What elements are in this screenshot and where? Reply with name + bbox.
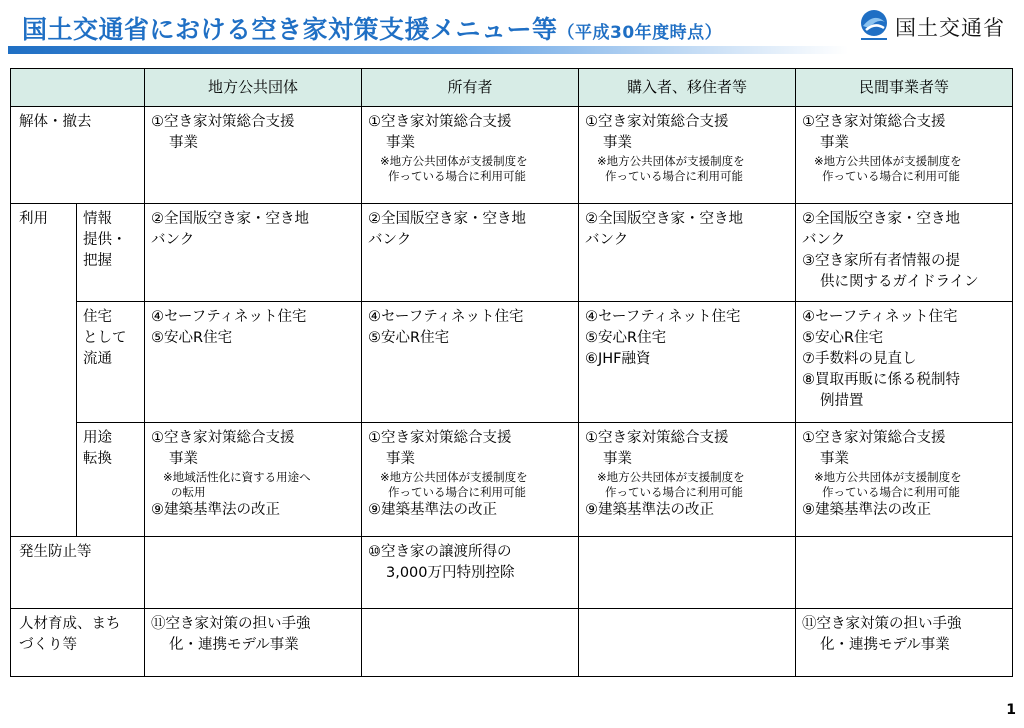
table-cell bbox=[579, 537, 796, 609]
table-cell: ⑪空き家対策の担い手強 化・連携モデル事業 bbox=[796, 609, 1013, 677]
table-cell bbox=[796, 537, 1013, 609]
page-title: 国土交通省における空き家対策支援メニュー等（平成30年度時点） bbox=[22, 15, 723, 44]
table-cell: ②全国版空き家・空き地 バンク bbox=[145, 204, 362, 302]
table-cell bbox=[145, 537, 362, 609]
support-menu-table bbox=[10, 68, 1013, 677]
row-sublabel: 情報 提供・ 把握 bbox=[77, 204, 145, 302]
table-cell: ②全国版空き家・空き地 バンク ③空き家所有者情報の提 供に関するガイドライン bbox=[796, 204, 1013, 302]
table-cell: ④セーフティネット住宅 ⑤安心R住宅 ⑦手数料の見直し ⑧買取再販に係る税制特 例措置 bbox=[796, 302, 1013, 423]
table-cell: ②全国版空き家・空き地 バンク bbox=[579, 204, 796, 302]
header-corner-cell bbox=[11, 69, 145, 107]
table-cell: ④セーフティネット住宅 ⑤安心R住宅 bbox=[145, 302, 362, 423]
row-sublabel: 住宅 として 流通 bbox=[77, 302, 145, 423]
table-cell: ②全国版空き家・空き地 バンク bbox=[362, 204, 579, 302]
table-cell: ⑩空き家の譲渡所得の 3,000万円特別控除 bbox=[362, 537, 579, 609]
table-header-row bbox=[11, 69, 1013, 107]
table-cell: ④セーフティネット住宅 ⑤安心R住宅 bbox=[362, 302, 579, 423]
page-subtitle: （平成30年度時点） bbox=[557, 23, 723, 43]
logo-text: 国土交通省 bbox=[895, 16, 1005, 40]
table-cell: ①空き家対策総合支援 事業 ※地方公共団体が支援制度を 作っている場合に利用可能 bbox=[796, 107, 1013, 204]
title-underline bbox=[8, 46, 848, 54]
header bbox=[0, 0, 1024, 58]
table-cell: ①空き家対策総合支援 事業 ※地方公共団体が支援制度を 作っている場合に利用可能 bbox=[579, 107, 796, 204]
table-cell bbox=[362, 609, 579, 677]
row-label: 発生防止等 bbox=[11, 537, 145, 609]
table-row bbox=[11, 537, 1013, 609]
table-cell: ①空き家対策総合支援 事業 ※地域活性化に資する用途へ の転用 ⑨建築基準法の改正 bbox=[145, 423, 362, 537]
table-row bbox=[11, 107, 1013, 204]
table-row bbox=[11, 302, 1013, 423]
table-row bbox=[11, 609, 1013, 677]
row-label: 人材育成、まち づくり等 bbox=[11, 609, 145, 677]
row-sublabel: 用途 転換 bbox=[77, 423, 145, 537]
table-cell bbox=[579, 609, 796, 677]
row-group-label: 利用 bbox=[11, 204, 77, 537]
mlit-logo-icon bbox=[857, 8, 891, 42]
column-header: 民間事業者等 bbox=[796, 69, 1013, 107]
table-cell: ①空き家対策総合支援 事業 ※地方公共団体が支援制度を 作っている場合に利用可能 ⑨建築基準法の改正 bbox=[796, 423, 1013, 537]
table-cell: ①空き家対策総合支援 事業 ※地方公共団体が支援制度を 作っている場合に利用可能 ⑨建築基準法の改正 bbox=[579, 423, 796, 537]
table-cell: ④セーフティネット住宅 ⑤安心R住宅 ⑥JHF融資 bbox=[579, 302, 796, 423]
row-label: 解体・撤去 bbox=[11, 107, 145, 204]
table-row bbox=[11, 204, 1013, 302]
column-header: 購入者、移住者等 bbox=[579, 69, 796, 107]
table-cell: ①空き家対策総合支援 事業 ※地方公共団体が支援制度を 作っている場合に利用可能 ⑨建築基準法の改正 bbox=[362, 423, 579, 537]
table-cell: ⑪空き家対策の担い手強 化・連携モデル事業 bbox=[145, 609, 362, 677]
table-row bbox=[11, 423, 1013, 537]
table-cell: ①空き家対策総合支援 事業 bbox=[145, 107, 362, 204]
column-header: 地方公共団体 bbox=[145, 69, 362, 107]
table-cell: ①空き家対策総合支援 事業 ※地方公共団体が支援制度を 作っている場合に利用可能 bbox=[362, 107, 579, 204]
page-number: 1 bbox=[1006, 702, 1016, 718]
column-header: 所有者 bbox=[362, 69, 579, 107]
